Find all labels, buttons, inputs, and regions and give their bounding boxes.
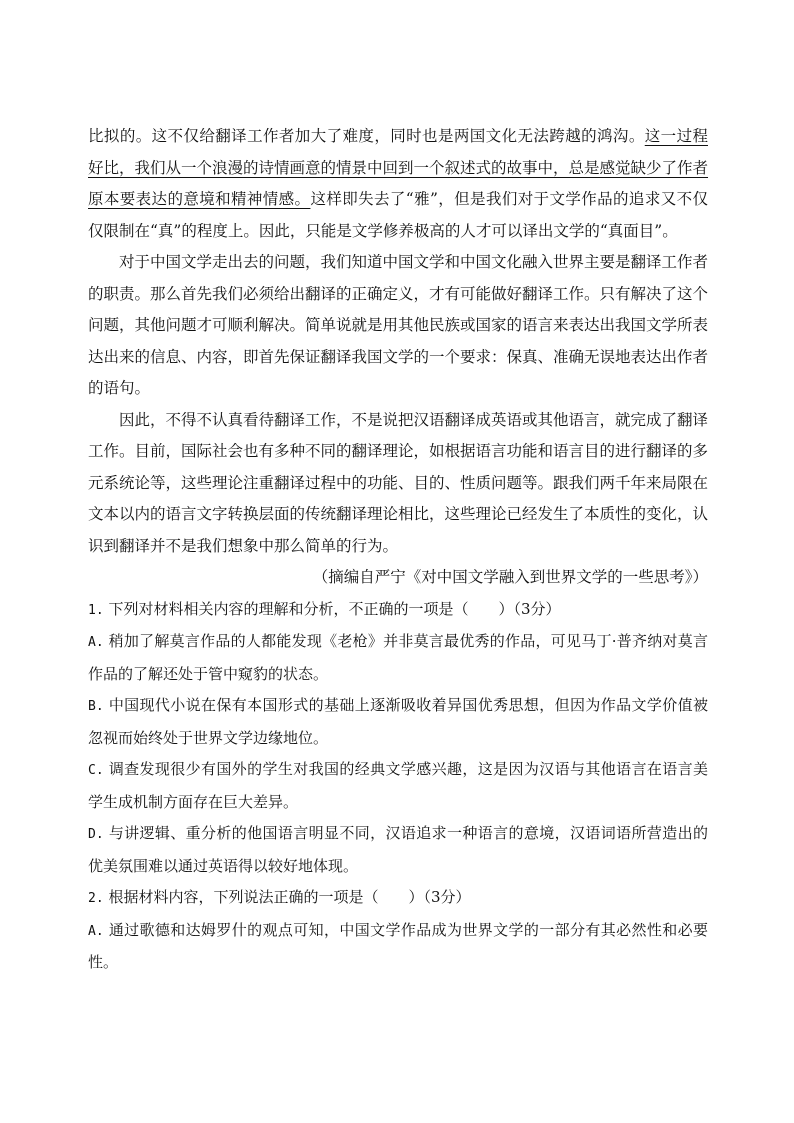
option-b xyxy=(88,690,708,754)
option-text: 与讲逻辑、重分析的他国语言明显不同，汉语追求一种语言的意境，汉语词语所营造出的优美氛围难以通过英语得以较好地体现。 xyxy=(88,824,708,875)
option-text: 中国现代小说在保有本国形式的基础上逐渐吸收着异国优秀思想，但因为作品文学价值被忽视而始终处于世界文学边缘地位。 xyxy=(88,696,708,747)
option-text: 调查发现很少有国外的学生对我国的经典文学感兴趣，这是因为汉语与其他语言在语言美学生成机制方面存在巨大差异。 xyxy=(88,760,708,811)
option-a xyxy=(88,626,708,690)
passage-paragraph-1 xyxy=(88,121,708,247)
option-text: 通过歌德和达姆罗什的观点可知，中国文学作品成为世界文学的一部分有其必然性和必要性。 xyxy=(88,920,708,971)
option-letter: C. xyxy=(88,763,104,778)
underlined-sentence: 这一过程好比，我们从一个浪漫的诗情画意的情景中回到一个叙述式的故事中，总是感觉缺少了作者原本要表达的意境和精神情感。 xyxy=(88,127,709,208)
page-content xyxy=(88,121,708,979)
question-2 xyxy=(88,882,708,979)
option-text: 稍加了解莫言作品的人都能发现《老枪》并非莫言最优秀的作品，可见马丁·普齐纳对莫言作品的了解还处于管中窥豹的状态。 xyxy=(88,632,708,683)
option-letter: B. xyxy=(88,699,104,714)
question-text: 下列对材料相关内容的理解和分析，不正确的一项是（ ）（3分） xyxy=(108,599,561,618)
passage-paragraph-2: 对于中国文学走出去的问题，我们知道中国文学和中国文化融入世界主要是翻译工作者的职责。那么首先我们必须给出翻译的正确定义，才有可能做好翻译工作。只有解决了这个问题，其他问题才可顺利解决。简单说就是用其他民族或国家的语言来表达出我国文学所表达出来的信息、内容，即首先保证翻译我国文学的一个要求：保真、准确无误地表达出作者的语句。 xyxy=(88,253,709,397)
passage-paragraph-3: 因此，不得不认真看待翻译工作，不是说把汉语翻译成英语或其他语言，就完成了翻译工作。目前，国际社会也有多种不同的翻译理论，如根据语言功能和语言目的进行翻译的多元系统论等，这些理论注重翻译过程中的功能、目的、性质问题等。跟我们两千年来局限在文本以内的语言文字转换层面的传统翻译理论相比，这些理论已经发生了本质性的变化，认识到翻译并不是我们想象中那么简单的行为。 xyxy=(88,410,709,555)
option-letter: A. xyxy=(88,635,104,650)
question-number: 1. xyxy=(88,602,104,618)
question-text: 根据材料内容，下列说法正确的一项是（ ）（3分） xyxy=(108,888,471,906)
option-a xyxy=(88,915,708,979)
paragraph-text: 比拟的。这不仅给翻译工作者加大了难度，同时也是两国文化无法跨越的鸿沟。 xyxy=(88,127,645,145)
option-c xyxy=(88,754,708,818)
question-1 xyxy=(88,594,708,883)
passage-source: （摘编自严宁《对中国文学融入到世界文学的一些思考》） xyxy=(312,568,708,586)
question-stem xyxy=(88,594,708,627)
option-letter: D. xyxy=(88,827,104,842)
paragraph-text: 这样即失去了“雅”，但是我们对于文学作品的追求又不仅仅限制在“真”的程度上。因此，只能是文学修养极高的人才可以译出文学的“真面目”。 xyxy=(88,190,708,240)
question-number: 2. xyxy=(88,891,104,906)
option-d xyxy=(88,818,708,882)
question-stem xyxy=(88,882,708,915)
option-letter: A. xyxy=(88,923,104,939)
